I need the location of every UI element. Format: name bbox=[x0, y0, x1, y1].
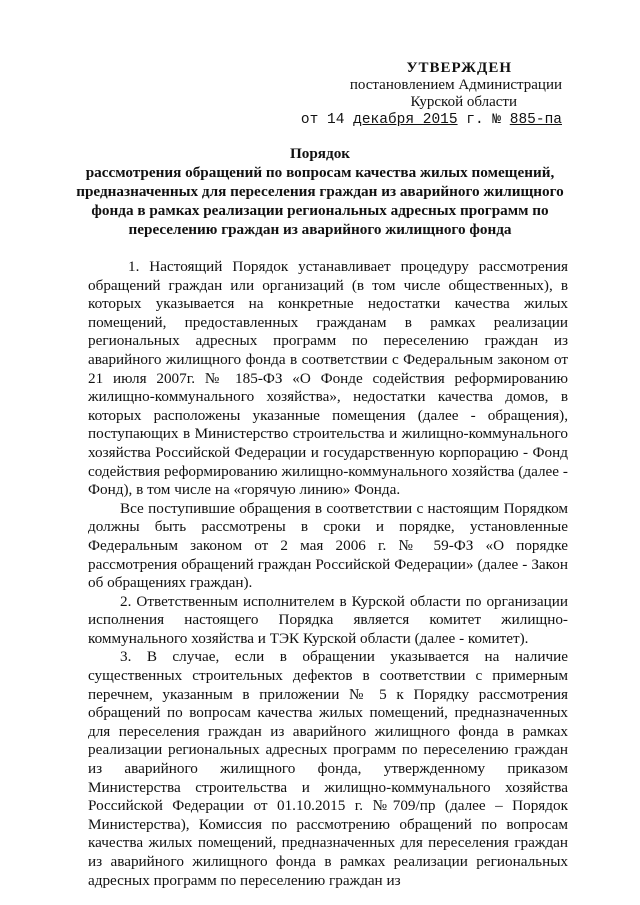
approval-number: 885-па bbox=[509, 112, 562, 128]
approval-issuer: постановлением Администрации bbox=[349, 77, 562, 93]
paragraph-4: 3. В случае, если в обращении указывается на наличие существенных строительных дефектов в соответствии с примерным перечнем, указанным в приложении № 5 к Порядку рассмотрения обращений по вопросам качества жилых помещений, предназначенных для переселения граждан из аварийного жилищного фонда в рамках реализации региональных адресных программ по переселению граждан из аварийного жилищного фонда, утвержденному приказом Министерства строительства и жилищно-коммунального хозяйства Российской Федерации от 01.10.2015 г. №709/пр (далее – Порядок Министерства), Комиссия по рассмотрению обращений по вопросам качества жилых помещений, предназначенных для переселения граждан из аварийного жилищного фонда в рамках реализации региональных адресных программ по переселению граждан из bbox=[88, 648, 568, 889]
approval-block bbox=[301, 60, 562, 129]
approval-title: УТВЕРЖДЕН bbox=[406, 60, 512, 76]
approval-date-prefix: от 14 bbox=[300, 112, 354, 128]
document-heading bbox=[72, 144, 568, 239]
document-body bbox=[88, 258, 568, 890]
approval-region: Курской области bbox=[410, 94, 517, 110]
paragraph-1: 1. Настоящий Порядок устанавливает процедуру рассмотрения обращений граждан или организаций (в том числе общественных), в которых указывается на конкретные недостатки качества жилых помещений, предоставленных гражданам в рамках реализации региональных адресных программ по переселению граждан из аварийного жилищного фонда в соответствии с Федеральным законом от 21 июля 2007г. № 185-ФЗ «О Фонде содействия реформированию жилищно-коммунального хозяйства», недостатки качества домов, в которых расположены указанные помещения (далее - обращения), поступающих в Министерство строительства и жилищно-коммунального хозяйства Российской Федерации и государственную корпорацию - Фонд содействия реформированию жилищно-коммунального хозяйства (далее - Фонд), в том числе на «горячую линию» Фонда. bbox=[88, 258, 568, 499]
document-subtitle: рассмотрения обращений по вопросам качества жилых помещений, предназначенных для переселения граждан из аварийного жилищного фонда в рамках реализации региональных адресных программ по переселению граждан из аварийного жилищного фонда bbox=[76, 164, 564, 238]
paragraph-3: 2. Ответственным исполнителем в Курской области по организации исполнения настоящего Порядка является комитет жилищно-коммунального хозяйства и ТЭК Курской области (далее - комитет). bbox=[88, 592, 568, 647]
approval-date bbox=[301, 112, 562, 129]
approval-date-month: декабря 2015 bbox=[353, 112, 458, 128]
paragraph-2: Все поступившие обращения в соответствии с настоящим Порядком должны быть рассмотрены в сроки и порядке, установленные Федеральным законом от 2 мая 2006 г. № 59-ФЗ «О порядке рассмотрения обращений граждан Российской Федерации» (далее - Закон об обращениях граждан). bbox=[88, 499, 568, 592]
approval-date-mid: г. № bbox=[457, 112, 510, 128]
document-title: Порядок bbox=[289, 145, 351, 162]
